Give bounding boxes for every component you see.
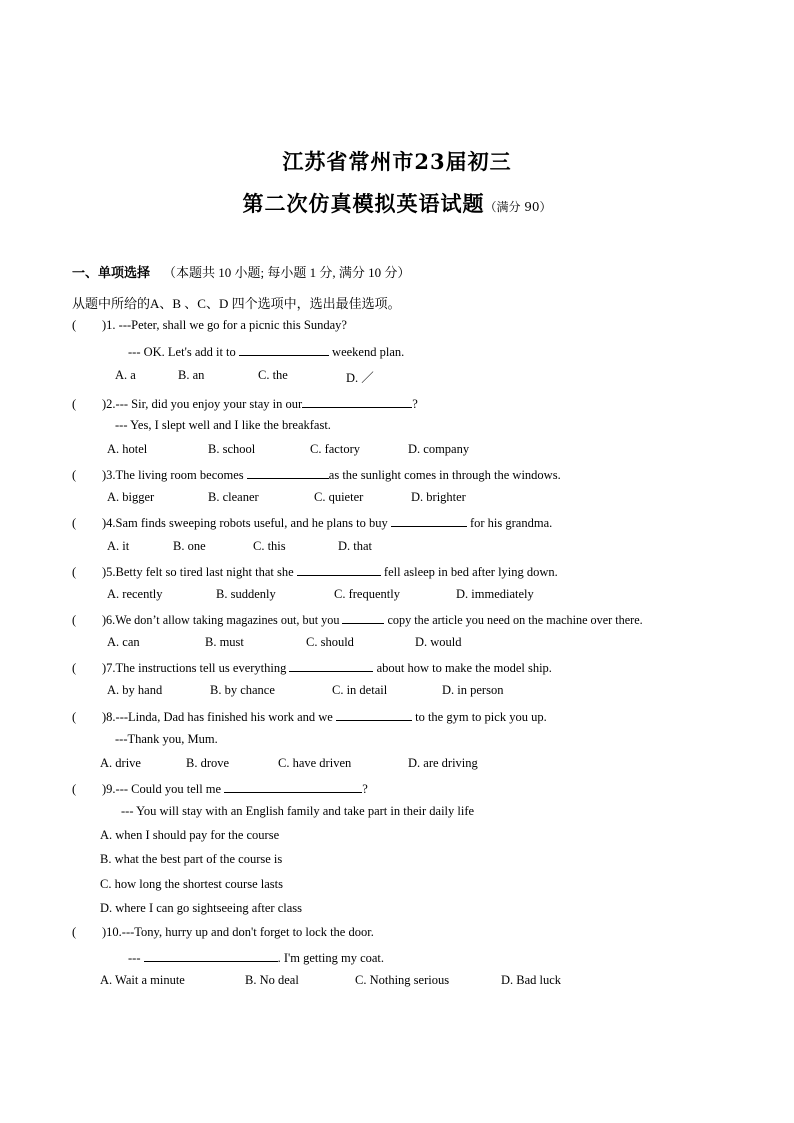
option-c: C. should [306,635,354,649]
answer-paren[interactable]: ( [72,661,77,675]
question-3 [72,466,561,483]
reply-text: --- OK. Let's add it to [128,345,239,359]
question-6 [72,611,643,628]
question-number: )4. [102,516,116,530]
question-text: We don’t allow taking magazines out, but you [115,613,343,627]
option-b: B. one [173,539,206,553]
answer-blank [247,466,329,479]
option-a: A. Wait a minute [100,973,185,987]
question-4 [72,514,552,531]
exam-title-main: 第二次仿真模拟英语试题 [242,191,485,216]
option-a: A. bigger [107,490,155,504]
question-number: )9. [102,782,116,796]
question-8 [72,708,547,725]
question-text: --- Sir, did you enjoy your stay in our [115,397,303,411]
option-c: C. frequently [334,587,400,601]
question-text-tail: about how to make the model ship. [373,661,552,675]
option-b: B. school [208,442,256,456]
option-d: D. that [338,539,373,553]
option-c: C. factory [310,442,360,456]
answer-blank [342,611,384,624]
question-1-reply [128,343,404,360]
reply-text-tail: . I'm getting my coat. [277,951,385,965]
answer-blank [297,563,381,576]
option-d: D. ／ [346,371,374,385]
option-a: A. drive [100,756,141,770]
question-10-reply [128,949,384,966]
option-c: C. in detail [332,683,388,697]
question-text-tail: copy the article you need on the machine over there. [384,613,643,627]
option-a: A. it [107,539,130,553]
answer-blank [239,343,329,356]
question-2 [72,395,418,412]
question-text-tail: for his grandma. [466,516,553,530]
option-c: C. have driven [278,756,352,770]
section-instruction: 从题中所给的A、B 、C、D 四个选项中，选出最佳选项。 [72,296,401,311]
option-b: B. what the best part of the course is [100,852,283,866]
option-c: C. how long the shortest course lasts [100,877,283,891]
question-7 [72,659,552,676]
question-text: Sam finds sweeping robots useful, and he plans to buy [115,516,391,530]
exam-title-line2 [0,188,794,218]
option-a: A. hotel [107,442,148,456]
answer-paren[interactable]: ( [72,782,77,796]
question-text: The living room becomes [115,468,247,482]
answer-paren[interactable]: ( [72,468,77,482]
question-2-reply: --- Yes, I slept well and I like the breakfast. [115,418,331,432]
option-a: A. recently [107,587,163,601]
answer-paren[interactable]: ( [72,397,77,411]
answer-paren[interactable]: ( [72,516,77,530]
option-c: C. quieter [314,490,364,504]
option-b: B. must [205,635,244,649]
answer-paren[interactable]: ( [72,925,77,939]
option-a: A. can [107,635,140,649]
question-number: )5. [102,565,116,579]
reply-text-tail: weekend plan. [328,345,405,359]
exam-score: （满分 90） [484,200,552,214]
answer-paren[interactable]: ( [72,613,77,627]
question-8-reply: ---Thank you, Mum. [115,732,218,746]
option-b: B. an [178,368,205,382]
option-a: A. by hand [107,683,163,697]
option-c: C. the [258,368,288,382]
question-9-reply: --- You will stay with an English family and take part in their daily life [121,804,475,818]
question-5 [72,563,558,580]
answer-blank [224,780,362,793]
option-d: D. where I can go sightseeing after class [100,901,303,915]
question-9 [72,780,368,797]
answer-paren[interactable]: ( [72,710,77,724]
question-text-tail: ? [412,397,418,411]
option-d: D. company [408,442,470,456]
section-heading [72,262,410,281]
option-b: B. suddenly [216,587,276,601]
answer-blank [302,395,412,408]
option-b: B. drove [186,756,230,770]
question-10 [72,925,374,940]
question-number: )7. [102,661,116,675]
question-text-tail: to the gym to pick you up. [411,710,547,724]
option-d: D. immediately [456,587,534,601]
answer-paren[interactable]: ( [72,565,77,579]
question-text: Betty felt so tired last night that she [115,565,297,579]
section-note: （本题共 10 小题; 每小题 1 分, 满分 10 分） [163,265,411,280]
reply-text: --- [128,951,144,965]
option-a: A. when I should pay for the course [100,828,280,842]
question-text: ---Peter, shall we go for a picnic this Sunday? [115,318,347,332]
question-number: )10. [102,925,122,939]
question-text-tail: ? [362,782,368,796]
option-a: A. a [115,368,136,382]
option-b: B. No deal [245,973,299,987]
option-d: D. would [415,635,462,649]
question-text-tail: as the sunlight comes in through the windows. [328,468,561,482]
option-d: D. Bad luck [501,973,562,987]
option-b: B. by chance [210,683,275,697]
question-number: )2. [102,397,116,411]
question-number: )6. [102,613,116,627]
option-d: D. are driving [408,756,478,770]
question-number: )1. [102,318,116,332]
answer-blank [144,949,278,962]
option-b: B. cleaner [208,490,259,504]
option-d: D. brighter [411,490,466,504]
question-text-tail: fell asleep in bed after lying down. [380,565,558,579]
answer-paren[interactable]: ( [72,318,77,332]
exam-title-line1: 江苏省常州市23届初三 [282,149,512,174]
option-c: C. this [253,539,286,553]
question-text: The instructions tell us everything [115,661,290,675]
question-number: )8. [102,710,116,724]
question-text: --- Could you tell me [115,782,225,796]
answer-blank [391,514,467,527]
question-text: ---Linda, Dad has finished his work and we [115,710,336,724]
option-d: D. in person [442,683,504,697]
question-text: ---Tony, hurry up and don't forget to lock the door. [121,925,374,939]
question-1 [72,318,347,333]
answer-blank [336,708,412,721]
section-title: 一、单项选择 [72,265,151,280]
option-c: C. Nothing serious [355,973,450,987]
answer-blank [289,659,373,672]
question-number: )3. [102,468,116,482]
